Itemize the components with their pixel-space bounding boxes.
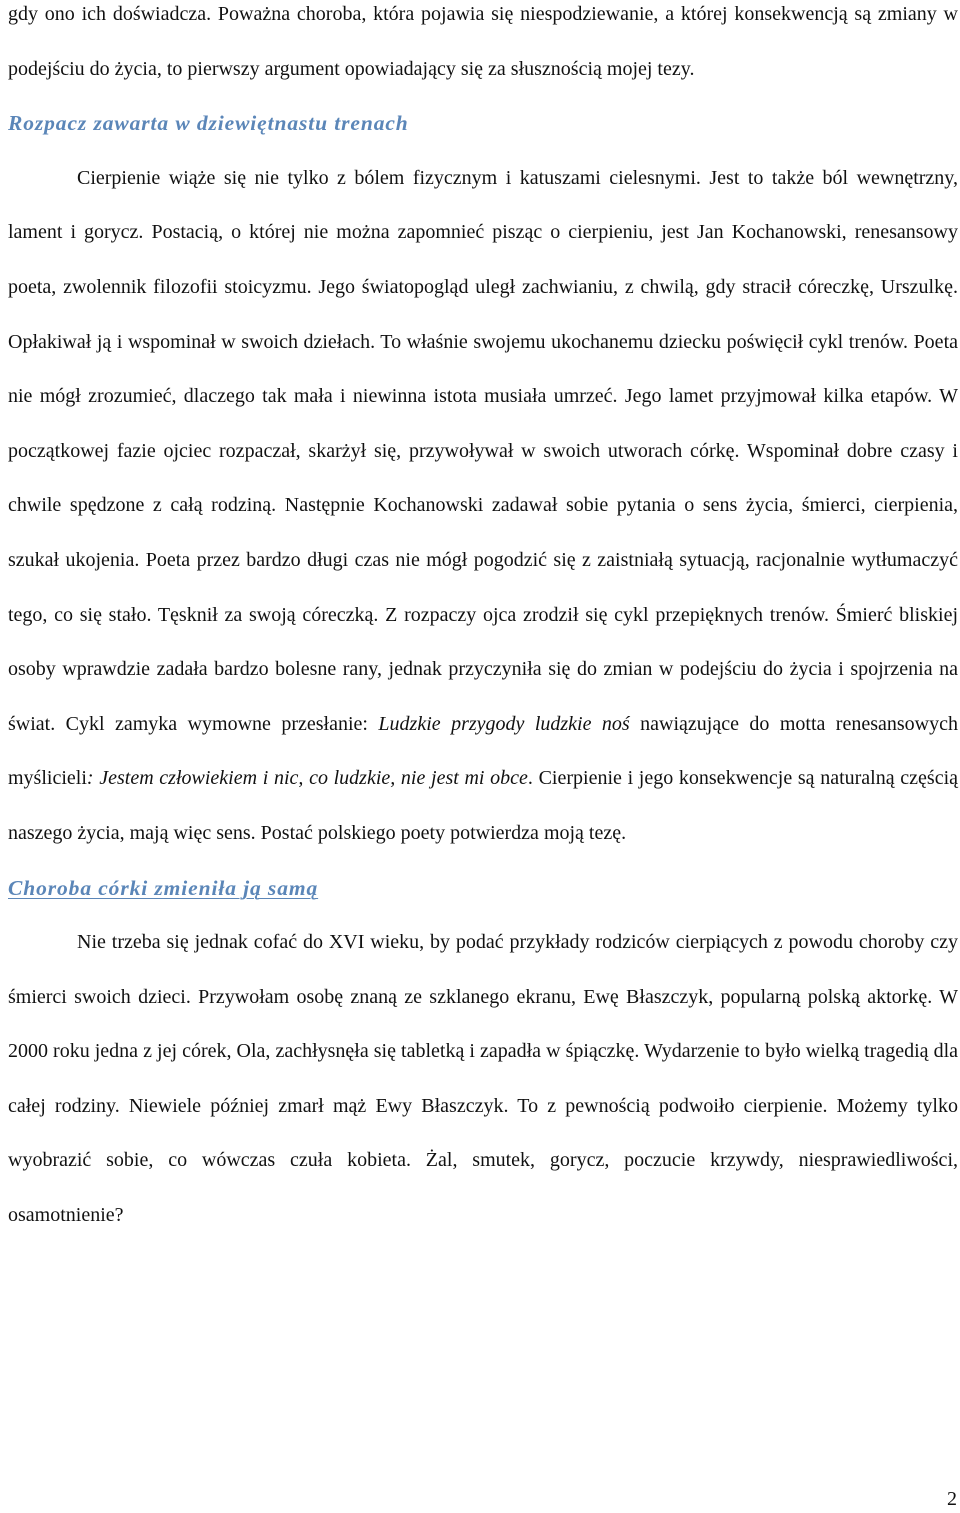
document-page [8,0,958,1243]
kochanowski-text-continued: nawiązujące do motta renesansowych myślicieli [8,712,958,790]
page-number: 2 [947,1488,957,1510]
kochanowski-text: Cierpienie wiąże się nie tylko z bólem fizycznym i katuszami cielesnymi. Jest to także ból wewnętrzny, lament i gorycz. Postacią, o której nie można zapomnieć pisząc o cierpieniu, jest Jan Kochanowski, renesansowy poeta, zwolennik filozofii stoicyzmu. Jego światopogląd uległ zachwianiu, z chwilą, gdy stracił córeczkę, Urszulkę. Opłakiwał ją i wspominał w swoich dziełach. To właśnie swojemu ukochanemu dziecku poświęcił cykl trenów. Poeta nie mógł zrozumieć, dlaczego tak mała i niewinna istota musiała umrzeć. Jego lamet przyjmował kilka etapów. W początkowej fazie ojciec rozpaczał, skarżył się, przywoływał w swoich utworach córkę. Wspominał dobre czasy i chwile spędzone z całą rodziną. Następnie Kochanowski zadawał sobie pytania o sens życia, śmierci, cierpienia, szukał ukojenia. Poeta przez bardzo długi czas nie mógł pogodzić się z zaistniałą sytuacją, racjonalnie wytłumaczyć tego, co się stało. Tęsknił za swoją córeczką. Z rozpaczy ojca zrodził się cykl przepięknych trenów. Śmierć bliskiej osoby wprawdzie zadała bardzo bolesne rany, jednak przyczyniła się do zmian w podejściu do życia i spojrzenia na świat. Cykl zamyka wymowne przesłanie: [8,166,958,735]
section-heading-choroba-corki-text: Choroba córki zmieniła ją samą [8,875,319,900]
kochanowski-text-conclusion: . Cierpienie i jego konsekwencje są naturalną częścią naszego życia, mają więc sens. Postać polskiego poety potwierdza moją tezę. [8,767,959,844]
intro-paragraph: gdy ono ich doświadcza. Poważna choroba, która pojawia się niespodziewanie, a której konsekwencją są zmiany w podejściu do życia, to pierwszy argument opowiadający się za słusznością mojej tezy. [8,3,958,80]
section-heading-choroba-corki [8,861,958,916]
quote-jestem-czlowiekiem: : Jestem człowiekiem i nic, co ludzkie, nie jest mi obce [86,767,528,790]
section-heading-trenach-text: Rozpacz zawarta w dziewiętnastu trenach [8,111,409,136]
blaszczyk-paragraph: Nie trzeba się jednak cofać do XVI wieku, by podać przykłady rodziców cierpiących z powodu choroby czy śmierci swoich dzieci. Przywołam osobę znaną ze szklanego ekranu, Ewę Błaszczyk, popularną polską aktorkę. W 2000 roku jedna z jej córek, Ola, zachłysnęła się tabletką i zapadła w śpiączkę. Wydarzenie to było wielką tragedią dla całej rodziny. Niewiele później zmarł mąż Ewy Błaszczyk. To z pewnością podwoiło cierpienie. Możemy tylko wyobrazić sobie, co wówczas czuła kobieta. Żal, smutek, gorycz, poczucie krzywdy, niesprawiedliwości, osamotnienie? [8,931,958,1227]
kochanowski-paragraph [8,151,958,861]
quote-ludzkie-przygody: Ludzkie przygody ludzkie noś [378,712,630,735]
section-heading-trenach [8,96,958,151]
